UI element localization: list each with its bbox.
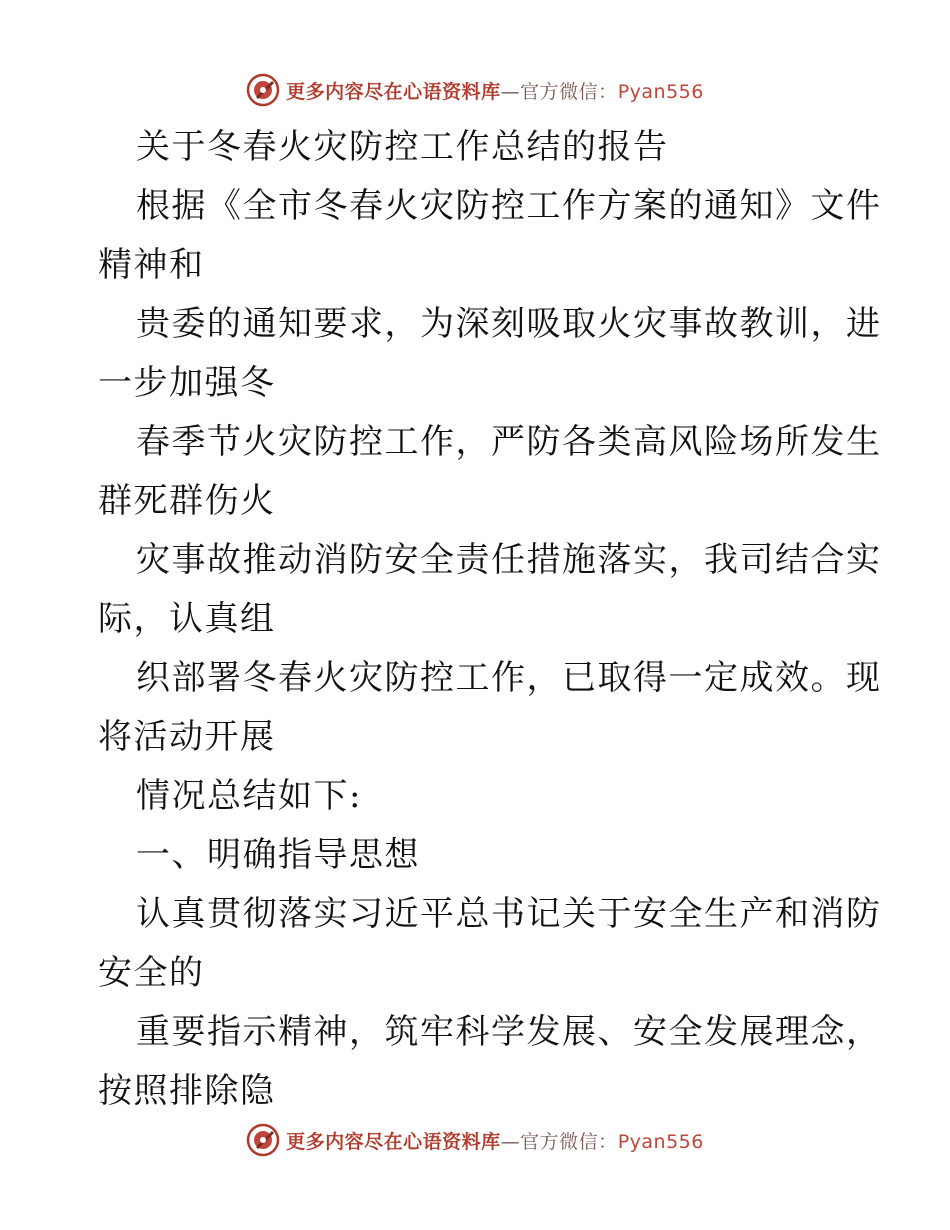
paragraph-line: 根据《全市冬春火灾防控工作方案的通知》文件: [136, 186, 882, 226]
document-body: [98, 118, 882, 1121]
paragraph-line: 群死群伤火: [98, 481, 276, 521]
banner-wechat-id: Pyan556: [617, 80, 704, 103]
paragraph-line: 际，认真组: [98, 599, 276, 639]
banner-separator: —官方微信：: [500, 80, 618, 103]
section-heading: 一、明确指导思想: [136, 835, 420, 875]
paragraph-line: 织部署冬春火灾防控工作，已取得一定成效。现: [136, 658, 882, 698]
paragraph-line: 灾事故推动消防安全责任措施落实，我司结合实: [136, 540, 882, 580]
paragraph-line: 贵委的通知要求，为深刻吸取火灾事故教训，进: [136, 304, 882, 344]
paragraph-line: 精神和: [98, 245, 205, 285]
banner-separator: —官方微信：: [500, 1130, 618, 1153]
logo-icon: [246, 73, 280, 107]
header-banner: [0, 68, 950, 112]
document-title: 关于冬春火灾防控工作总结的报告: [136, 127, 669, 167]
banner-wechat-id: Pyan556: [617, 1130, 704, 1153]
logo-icon: [246, 1123, 280, 1157]
paragraph-line: 情况总结如下:: [136, 776, 362, 816]
footer-banner: [0, 1118, 950, 1162]
banner-title: 更多内容尽在心语资料库: [286, 1130, 501, 1153]
banner-title: 更多内容尽在心语资料库: [286, 80, 501, 103]
paragraph-line: 安全的: [98, 953, 205, 993]
paragraph-line: 按照排除隐: [98, 1071, 276, 1111]
paragraph-line: 重要指示精神，筑牢科学发展、安全发展理念，: [136, 1012, 882, 1052]
paragraph-line: 认真贯彻落实习近平总书记关于安全生产和消防: [136, 894, 882, 934]
paragraph-line: 一步加强冬: [98, 363, 276, 403]
banner-text: [286, 77, 704, 104]
paragraph-line: 春季节火灾防控工作，严防各类高风险场所发生: [136, 422, 882, 462]
banner-text: [286, 1127, 704, 1154]
paragraph-line: 将活动开展: [98, 717, 276, 757]
